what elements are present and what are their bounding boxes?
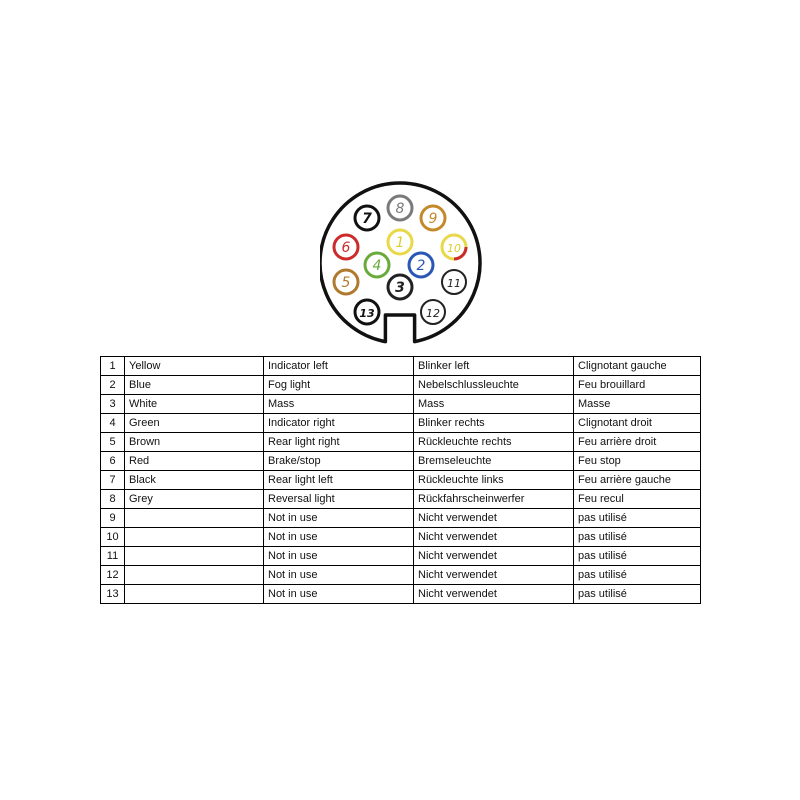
table-row bbox=[101, 357, 701, 376]
pin-number: 9 bbox=[428, 211, 438, 227]
function-de-cell: Rückleuchte links bbox=[414, 471, 574, 490]
function-en-cell: Rear light left bbox=[264, 471, 414, 490]
pin-number-cell: 1 bbox=[101, 357, 125, 376]
function-fr-cell: Feu brouillard bbox=[574, 376, 701, 395]
function-en-cell: Rear light right bbox=[264, 433, 414, 452]
wire-color-cell bbox=[125, 585, 264, 604]
table-row bbox=[101, 528, 701, 547]
function-fr-cell: Feu recul bbox=[574, 490, 701, 509]
function-fr-cell: pas utilisé bbox=[574, 528, 701, 547]
function-en-cell: Indicator left bbox=[264, 357, 414, 376]
function-en-cell: Brake/stop bbox=[264, 452, 414, 471]
function-de-cell: Nebelschlussleuchte bbox=[414, 376, 574, 395]
wire-color-cell bbox=[125, 566, 264, 585]
pin-12 bbox=[421, 300, 445, 324]
pin-5 bbox=[334, 270, 358, 294]
function-en-cell: Not in use bbox=[264, 509, 414, 528]
function-en-cell: Not in use bbox=[264, 585, 414, 604]
pin-4 bbox=[365, 253, 389, 277]
pin-assignment-table bbox=[100, 356, 701, 604]
pin-number-cell: 5 bbox=[101, 433, 125, 452]
pin-number-cell: 9 bbox=[101, 509, 125, 528]
pin-number: 11 bbox=[447, 277, 461, 290]
function-en-cell: Fog light bbox=[264, 376, 414, 395]
function-de-cell: Mass bbox=[414, 395, 574, 414]
pin-number-cell: 10 bbox=[101, 528, 125, 547]
table-row bbox=[101, 585, 701, 604]
table-row bbox=[101, 395, 701, 414]
table-row bbox=[101, 433, 701, 452]
pin-9 bbox=[421, 206, 445, 230]
function-en-cell: Reversal light bbox=[264, 490, 414, 509]
table-row bbox=[101, 452, 701, 471]
pin-number: 8 bbox=[395, 201, 405, 217]
wire-color-cell bbox=[125, 547, 264, 566]
pin-number: 10 bbox=[447, 242, 461, 255]
function-fr-cell: pas utilisé bbox=[574, 566, 701, 585]
function-fr-cell: Masse bbox=[574, 395, 701, 414]
pin-number: 5 bbox=[341, 275, 351, 291]
function-de-cell: Bremseleuchte bbox=[414, 452, 574, 471]
function-en-cell: Mass bbox=[264, 395, 414, 414]
pin-13 bbox=[355, 300, 379, 324]
function-fr-cell: Feu stop bbox=[574, 452, 701, 471]
pin-number-cell: 3 bbox=[101, 395, 125, 414]
wire-color-cell: Black bbox=[125, 471, 264, 490]
table-row bbox=[101, 471, 701, 490]
function-fr-cell: Clignotant gauche bbox=[574, 357, 701, 376]
pin-1 bbox=[388, 230, 412, 254]
function-de-cell: Blinker rechts bbox=[414, 414, 574, 433]
function-fr-cell: Feu arrière droit bbox=[574, 433, 701, 452]
function-de-cell: Rückleuchte rechts bbox=[414, 433, 574, 452]
wire-color-cell: Blue bbox=[125, 376, 264, 395]
pin-3 bbox=[388, 275, 412, 299]
function-de-cell: Blinker left bbox=[414, 357, 574, 376]
table-row bbox=[101, 414, 701, 433]
table-row bbox=[101, 509, 701, 528]
pin-number: 12 bbox=[426, 307, 440, 320]
table-row bbox=[101, 547, 701, 566]
function-de-cell: Nicht verwendet bbox=[414, 585, 574, 604]
pin-number-cell: 13 bbox=[101, 585, 125, 604]
pin-number-cell: 12 bbox=[101, 566, 125, 585]
table-row bbox=[101, 376, 701, 395]
pin-8 bbox=[388, 196, 412, 220]
wire-color-cell bbox=[125, 509, 264, 528]
function-en-cell: Indicator right bbox=[264, 414, 414, 433]
pin-number: 13 bbox=[359, 307, 375, 320]
pin-number-cell: 11 bbox=[101, 547, 125, 566]
pin-number-cell: 8 bbox=[101, 490, 125, 509]
pin-number: 4 bbox=[372, 258, 382, 274]
pin-number: 7 bbox=[362, 211, 372, 227]
table-row bbox=[101, 490, 701, 509]
wire-color-cell: Yellow bbox=[125, 357, 264, 376]
wire-color-cell: Green bbox=[125, 414, 264, 433]
function-de-cell: Nicht verwendet bbox=[414, 528, 574, 547]
pin-number-cell: 4 bbox=[101, 414, 125, 433]
function-de-cell: Nicht verwendet bbox=[414, 547, 574, 566]
function-fr-cell: pas utilisé bbox=[574, 509, 701, 528]
pin-number: 2 bbox=[416, 258, 426, 274]
pin-number: 6 bbox=[341, 240, 351, 256]
wire-color-cell: Brown bbox=[125, 433, 264, 452]
function-de-cell: Nicht verwendet bbox=[414, 566, 574, 585]
function-fr-cell: pas utilisé bbox=[574, 547, 701, 566]
connector-diagram bbox=[320, 180, 490, 350]
pin-11 bbox=[442, 270, 466, 294]
function-fr-cell: pas utilisé bbox=[574, 585, 701, 604]
pin-number-cell: 6 bbox=[101, 452, 125, 471]
pin-6 bbox=[334, 235, 358, 259]
pin-7 bbox=[355, 206, 379, 230]
pin-number-cell: 7 bbox=[101, 471, 125, 490]
table-row bbox=[101, 566, 701, 585]
pin-2 bbox=[409, 253, 433, 277]
wire-color-cell: White bbox=[125, 395, 264, 414]
function-fr-cell: Clignotant droit bbox=[574, 414, 701, 433]
function-en-cell: Not in use bbox=[264, 528, 414, 547]
function-de-cell: Nicht verwendet bbox=[414, 509, 574, 528]
pin-number: 1 bbox=[395, 235, 405, 251]
function-fr-cell: Feu arrière gauche bbox=[574, 471, 701, 490]
wire-color-cell: Red bbox=[125, 452, 264, 471]
function-en-cell: Not in use bbox=[264, 566, 414, 585]
function-de-cell: Rückfahrscheinwerfer bbox=[414, 490, 574, 509]
wire-color-cell bbox=[125, 528, 264, 547]
pin-number-cell: 2 bbox=[101, 376, 125, 395]
function-en-cell: Not in use bbox=[264, 547, 414, 566]
pin-10 bbox=[442, 235, 466, 259]
wire-color-cell: Grey bbox=[125, 490, 264, 509]
pin-number: 3 bbox=[395, 280, 405, 296]
